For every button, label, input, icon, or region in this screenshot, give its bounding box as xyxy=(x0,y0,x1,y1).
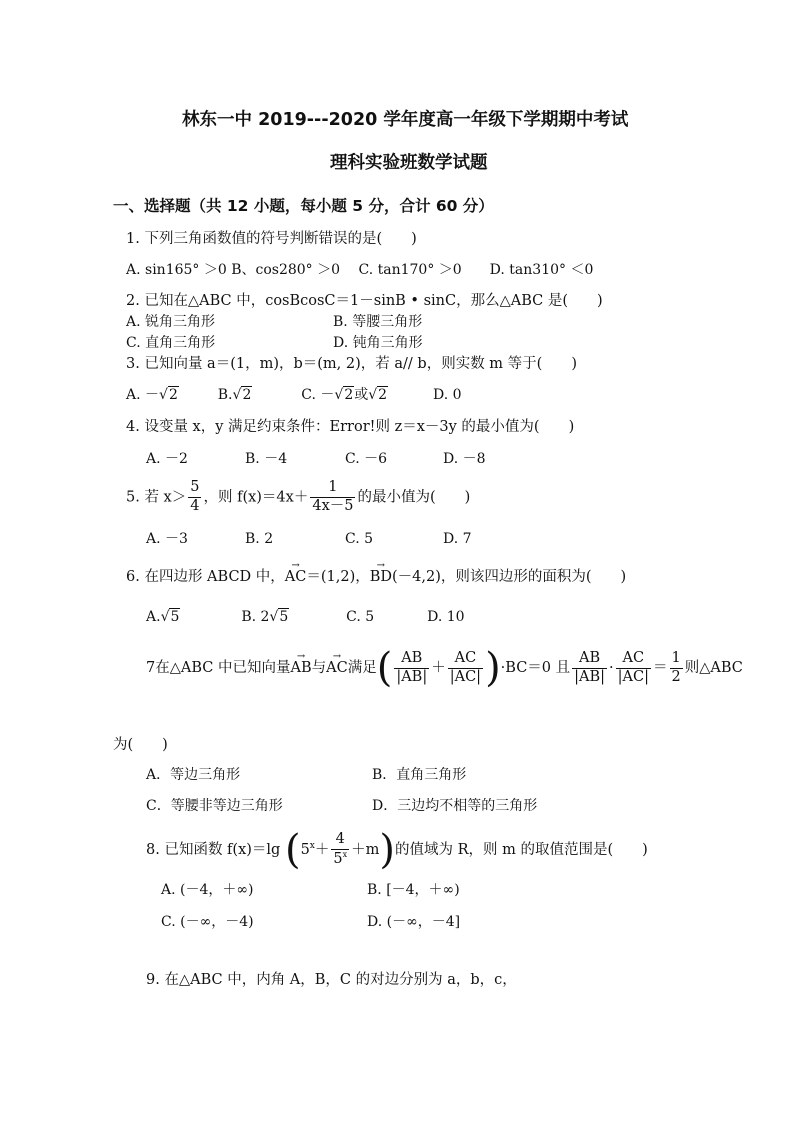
question-5-option-a: A. －3 xyxy=(146,531,188,547)
question-4-stem: 4. 设变量 x，y 满足约束条件：Error!则 z＝x－3y 的最小值为( ) xyxy=(126,419,575,435)
vector-ac: → AC xyxy=(326,651,348,676)
question-5-option-d: D. 7 xyxy=(443,531,472,547)
question-9-stem: 9. 在△ABC 中，内角 A，B，C 的对边分别为 a，b，c， xyxy=(146,972,517,988)
section-heading: 一、选择题（共 12 小题，每小题 5 分，合计 60 分） xyxy=(113,197,494,215)
question-2-option-c: C. 直角三角形 xyxy=(126,335,216,351)
left-paren: ( xyxy=(284,827,301,873)
question-8-option-d: D. (－∞，－4] xyxy=(367,914,461,930)
fraction: $\frac{4}{5^x}$ xyxy=(333,831,348,867)
question-6-option-d: D. 10 xyxy=(427,609,465,625)
sqrt-symbol: √2 xyxy=(159,387,178,403)
question-7-option-d: D．三边均不相等的三角形 xyxy=(372,798,538,814)
question-3-option-b: B.√2 xyxy=(217,387,252,403)
question-1-stem: 1. 下列三角函数值的符号判断错误的是( ) xyxy=(126,231,417,247)
question-6-options xyxy=(146,610,465,624)
question-2-stem: 2. 已知在△ABC 中，cosBcosC＝1－sinB • sinC，那么△ABC 是( ) xyxy=(126,293,603,309)
question-3-option-c: C. －√2或√2 xyxy=(301,387,388,403)
right-paren: ) xyxy=(379,827,395,873)
question-3-option-d: D. 0 xyxy=(432,387,462,403)
question-4-option-b: B. －4 xyxy=(245,451,288,467)
question-5-option-c: C. 5 xyxy=(345,531,374,547)
fraction: $\frac{AC}{|AC|}$ xyxy=(449,649,482,685)
question-3-stem: 3. 已知向量 a＝(1，m)，b＝(m, 2)，若 a// b，则实数 m 等于( ) xyxy=(126,356,577,372)
question-7-continuation: 为( ) xyxy=(113,737,168,753)
question-6-option-b: B. 2√5 xyxy=(241,609,289,625)
question-2-option-d: D. 钝角三角形 xyxy=(333,335,423,351)
question-6-stem: 6. 在四边形 ABCD 中， → AC＝(1,2)， → BD(－4,2)，则该四边形的面积为( ) xyxy=(126,560,627,585)
question-7-option-b: B．直角三角形 xyxy=(372,767,467,783)
question-6-option-c: C. 5 xyxy=(346,609,375,625)
question-8-stem: 8. 已知函数 f(x)＝lg ($5^x+$ $\frac{4}{5^x}$ ＋m)的值域为 R，则 m 的取值范围是( ) xyxy=(146,827,648,873)
question-7-option-a: A．等边三角形 xyxy=(146,767,241,783)
fraction: $\frac{1}{4x-5}$ xyxy=(312,479,354,514)
page-subtitle: 理科实验班数学试题 xyxy=(330,153,488,173)
vector-ab: → AB xyxy=(290,651,312,676)
fraction: $\frac{AB}{|AB|}$ xyxy=(396,649,428,685)
question-8-option-a: A. (－4，＋∞) xyxy=(161,882,254,898)
question-6-option-a: A.√5 xyxy=(146,609,180,625)
question-2-option-b: B. 等腰三角形 xyxy=(333,314,423,330)
question-3-options xyxy=(126,388,462,402)
question-1-options: A. sin165° ＞0 B、cos280° ＞0 C. tan170° ＞0 D. tan310° ＜0 xyxy=(126,262,594,278)
right-paren: ) xyxy=(485,645,501,691)
question-3-option-a: A. －√2 xyxy=(126,387,178,403)
page-title: 林东一中 2019---2020 学年度高一年级下学期期中考试 xyxy=(182,110,629,130)
question-8-option-b: B. [－4，＋∞) xyxy=(367,882,460,898)
fraction: $\frac{1}{2}$ xyxy=(671,649,681,685)
fraction: $\frac{AC}{|AC|}$ xyxy=(617,649,649,685)
question-8-option-c: C. (－∞，－4) xyxy=(161,914,254,930)
question-4-option-d: D. －8 xyxy=(443,451,486,467)
fraction: $\frac{5}{4}$ xyxy=(190,479,200,514)
vector-ac: → AC xyxy=(284,560,307,585)
question-7-option-c: C．等腰非等边三角形 xyxy=(146,798,283,814)
question-7-stem: 7在△ABC 中已知向量 → AB与 → AC满足( $\frac{AB}{|AB|}$ ＋ $\frac{AC}{|AC|}$ )·BC＝0 且 $\frac{AB}{|AB|}$ · $\frac{AC}{|AC|}$ ＝ $\frac{1}{2}$ 则△ABC xyxy=(146,645,743,691)
vector-bd: → BD xyxy=(369,560,393,585)
question-4-option-a: A. －2 xyxy=(146,451,188,467)
question-5-option-b: B. 2 xyxy=(245,531,274,547)
left-paren: ( xyxy=(376,645,393,691)
question-2-option-a: A. 锐角三角形 xyxy=(126,314,216,330)
question-4-option-c: C. －6 xyxy=(345,451,388,467)
question-5-stem: 5. 若 x＞ $\frac{5}{4}$ ，则 f(x)＝4x＋ $\frac{1}{4x-5}$ 的最小值为( ) xyxy=(126,479,471,514)
fraction: $\frac{AB}{|AB|}$ xyxy=(574,649,606,685)
